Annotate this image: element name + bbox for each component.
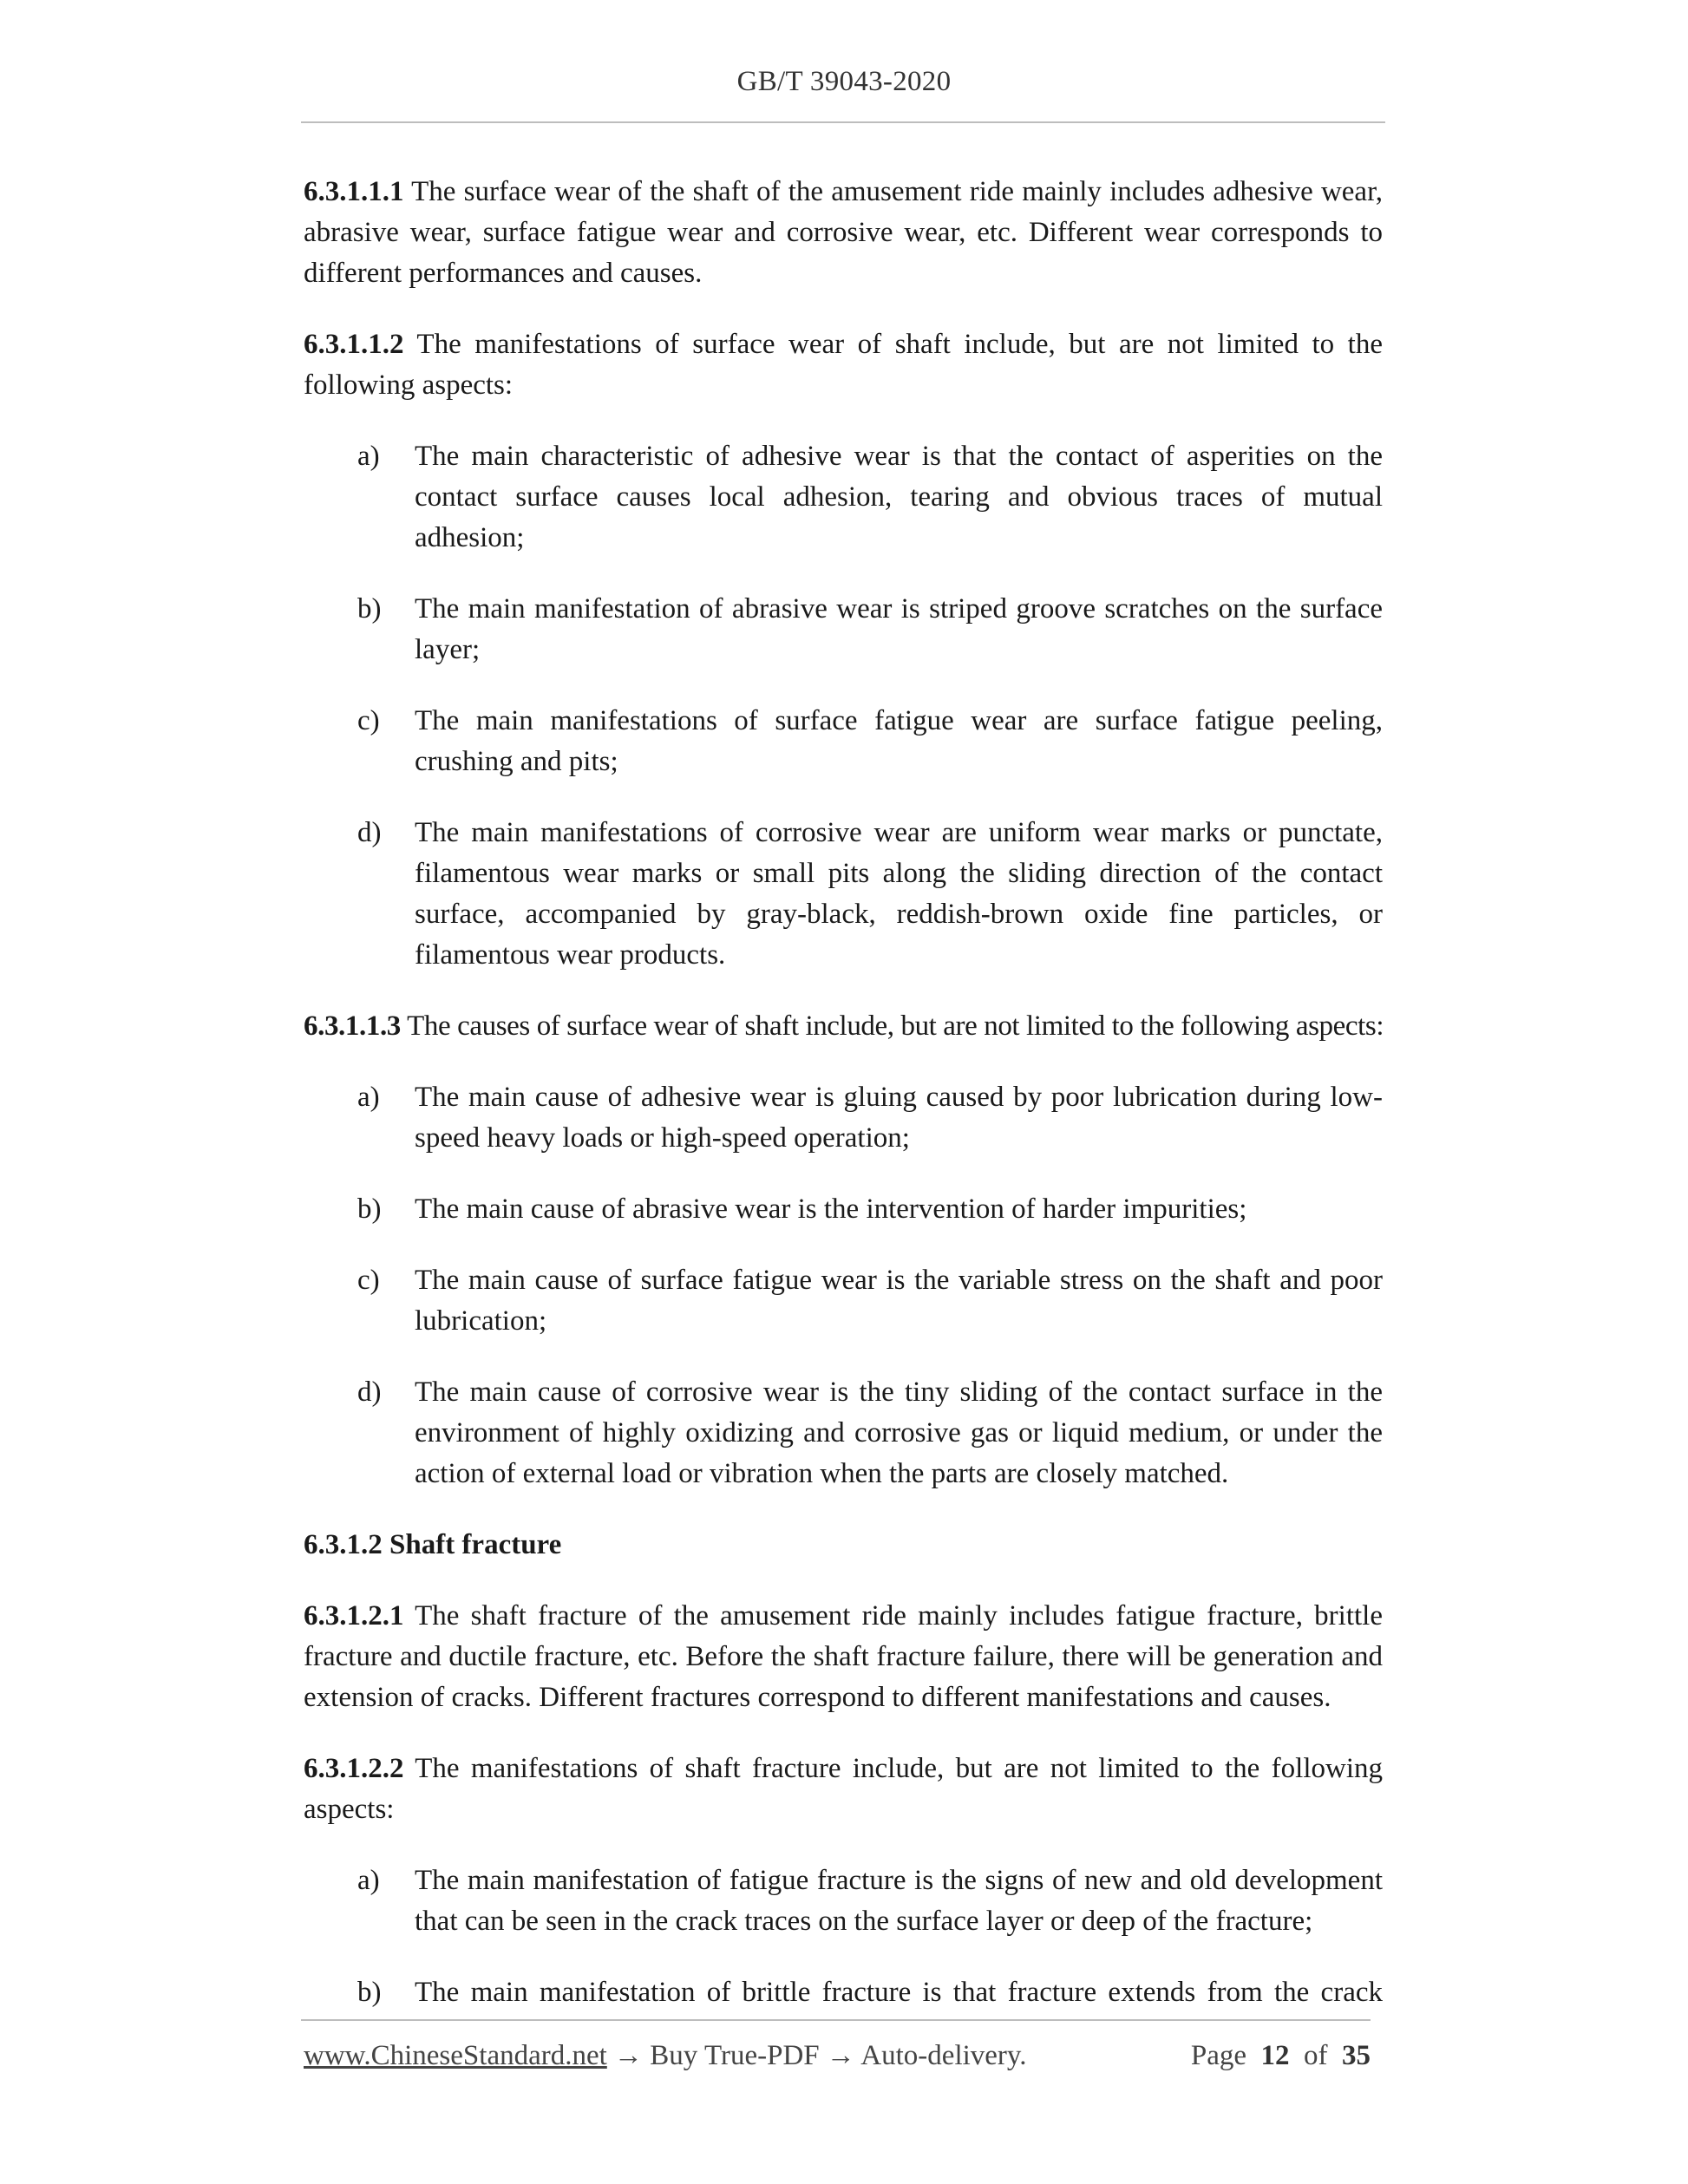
footer-promo-text: → Buy True-PDF → Auto-delivery.	[606, 2040, 1027, 2071]
document-header: GB/T 39043-2020	[736, 66, 952, 97]
list-item-label: c)	[357, 705, 380, 736]
list-item-label: b)	[357, 1977, 382, 2008]
list-item	[304, 589, 1383, 670]
clause-6-3-1-1-2	[304, 324, 1383, 406]
clause-number: 6.3.1.1.2	[304, 329, 404, 360]
list-item-text: The main cause of abrasive wear is the intervention of harder impurities;	[415, 1193, 1247, 1225]
clause-text: The manifestations of surface wear of shaft include, but are not limited to the following aspects:	[304, 329, 1383, 401]
clause-6-3-1-1-1	[304, 172, 1383, 294]
total-page-count: 35	[1342, 2040, 1371, 2071]
list-item-text: The main manifestation of brittle fracture is that fracture extends from the crack	[415, 1977, 1383, 2008]
clause-6-3-1-2-1	[304, 1596, 1383, 1718]
list-item-label: a)	[357, 1082, 380, 1113]
list-item	[304, 1972, 1383, 2013]
list-item-text: The main cause of corrosive wear is the tiny sliding of the contact surface in the environment of highly oxidizing and corrosive gas or liquid medium, or under the action of external load or vibration when the parts are closely matched.	[415, 1376, 1383, 1489]
list-item	[304, 701, 1383, 782]
list-item	[304, 436, 1383, 559]
list-item-text: The main manifestation of fatigue fracture is the signs of new and old development that can be seen in the crack traces on the surface layer or deep of the fracture;	[415, 1865, 1383, 1937]
list-item	[304, 1260, 1383, 1342]
list-item	[304, 813, 1383, 976]
list-item	[304, 1077, 1383, 1159]
clause-number: 6.3.1.1.1	[304, 176, 404, 207]
clause-text: The shaft fracture of the amusement ride mainly includes fatigue fracture, brittle fracture and ductile fracture, etc. Before the shaft fracture failure, there will be generation and extension of cracks. Different fractures correspond to different manifestations and causes.	[304, 1600, 1383, 1713]
list-item-label: d)	[357, 817, 382, 848]
document-body	[304, 172, 1383, 2043]
clause-text: The causes of surface wear of shaft include, but are not limited to the following aspects:	[400, 1010, 1384, 1042]
list-item-label: a)	[357, 441, 380, 472]
list-item	[304, 1189, 1383, 1230]
clause-number: 6.3.1.2.2	[304, 1753, 404, 1784]
list-item	[304, 1860, 1383, 1942]
current-page-number: 12	[1260, 2040, 1290, 2071]
list-item-label: d)	[357, 1376, 382, 1408]
page-word: Page	[1190, 2040, 1246, 2071]
list-item-label: a)	[357, 1865, 380, 1896]
list-item-text: The main manifestation of abrasive wear is striped groove scratches on the surface layer;	[415, 593, 1383, 665]
of-word: of	[1304, 2040, 1328, 2071]
clause-6-3-1-2-2	[304, 1749, 1383, 1830]
list-item-text: The main cause of adhesive wear is gluing caused by poor lubrication during low-speed heavy loads or high-speed operation;	[415, 1082, 1383, 1154]
clause-text: The surface wear of the shaft of the amusement ride mainly includes adhesive wear, abrasive wear, surface fatigue wear and corrosive wear, etc. Different wear corresponds to different performances and causes.	[304, 176, 1383, 289]
website-link[interactable]: www.ChineseStandard.net	[304, 2040, 607, 2071]
page-indicator	[1191, 2040, 1371, 2072]
list-item-text: The main manifestations of surface fatigue wear are surface fatigue peeling, crushing and pits;	[415, 705, 1383, 777]
clause-number: 6.3.1.2.1	[304, 1600, 404, 1631]
list-item-label: b)	[357, 1193, 382, 1225]
clause-number: 6.3.1.1.3	[304, 1010, 401, 1042]
footer-promo	[304, 2040, 1027, 2072]
clause-6-3-1-1-3	[304, 1006, 1383, 1047]
list-item-text: The main characteristic of adhesive wear is that the contact of asperities on the contact surface causes local adhesion, tearing and obvious traces of mutual adhesion;	[415, 441, 1383, 553]
list-item-label: b)	[357, 593, 382, 624]
page-footer	[304, 2040, 1371, 2083]
list-item-text: The main manifestations of corrosive wear are uniform wear marks or punctate, filamentous wear marks or small pits along the sliding direction of the contact surface, accompanied by gray-black, reddish-brown oxide fine particles, or filamentous wear products.	[415, 817, 1383, 971]
list-item	[304, 1372, 1383, 1494]
clause-text: The manifestations of shaft fracture include, but are not limited to the following aspects:	[304, 1753, 1383, 1825]
footer-divider	[301, 2019, 1371, 2021]
header-divider	[301, 121, 1385, 123]
list-item-label: c)	[357, 1265, 380, 1296]
section-heading-shaft-fracture: 6.3.1.2 Shaft fracture	[304, 1529, 562, 1560]
list-item-text: The main cause of surface fatigue wear is the variable stress on the shaft and poor lubrication;	[415, 1265, 1383, 1337]
